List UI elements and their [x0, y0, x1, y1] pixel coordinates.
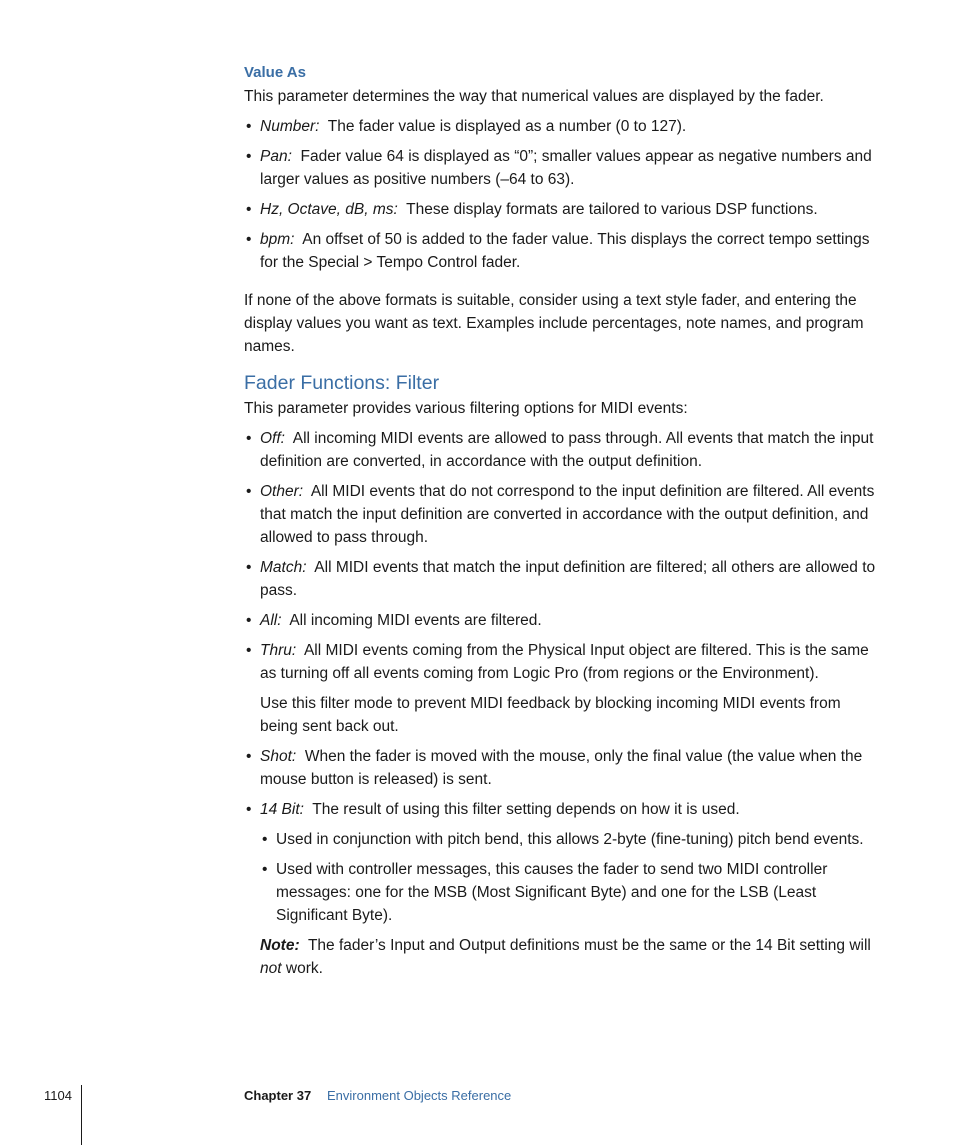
page-number: 1104: [44, 1088, 72, 1103]
note-text-end: work.: [285, 960, 323, 977]
item-text: An offset of 50 is added to the fader value. This displays the correct tempo settings for the Special > Tempo Control fader.: [260, 231, 870, 271]
item-term: Pan:: [260, 148, 292, 165]
list-item: [244, 228, 880, 274]
list-item: [244, 798, 880, 980]
note-paragraph: [260, 934, 880, 980]
thru-extra-paragraph: Use this filter mode to prevent MIDI feedback by blocking incoming MIDI events from being sent back out.: [260, 695, 841, 735]
item-text: The result of using this filter setting depends on how it is used.: [312, 801, 740, 818]
list-item: [244, 198, 880, 221]
item-text: All MIDI events coming from the Physical Input object are filtered. This is the same as turning off all events coming from Logic Pro (from regions or the Environment).: [260, 642, 869, 682]
note-emphasis: not: [260, 960, 282, 977]
item-term: Number:: [260, 118, 320, 135]
item-term: Thru:: [260, 642, 297, 659]
fader-functions-heading: Fader Functions: Filter: [244, 372, 440, 394]
note-label: Note:: [260, 937, 300, 954]
value-as-heading: Value As: [244, 64, 306, 81]
sub-list-item: • Used in conjunction with pitch bend, this allows 2-byte (fine-tuning) pitch bend events.: [260, 828, 880, 851]
footer-divider: [81, 1085, 82, 1145]
fader-functions-intro: This parameter provides various filtering options for MIDI events:: [244, 400, 688, 417]
item-term: 14 Bit:: [260, 801, 304, 818]
list-item: [244, 427, 880, 473]
filter-list: [244, 427, 880, 980]
item-text: All MIDI events that match the input definition are filtered; all others are allowed to pass.: [260, 559, 876, 599]
list-item: [244, 556, 880, 602]
item-term: Hz, Octave, dB, ms:: [260, 201, 398, 218]
sub-list-item: • Used with controller messages, this causes the fader to send two MIDI controller messages: one for the MSB (Most Significant Byte) and one for the LSB (Least Significant Byte).: [260, 858, 880, 927]
item-text: All incoming MIDI events are filtered.: [289, 612, 542, 629]
item-term: All:: [260, 612, 282, 629]
list-item: [244, 609, 880, 632]
list-item: [244, 639, 880, 738]
fourteen-bit-sublist: [260, 828, 880, 927]
value-as-list: [244, 115, 880, 274]
chapter-label: Chapter 37: [244, 1088, 312, 1103]
note-text: The fader’s Input and Output definitions must be the same or the 14 Bit setting will: [307, 937, 871, 954]
item-term: bpm:: [260, 231, 295, 248]
item-term: Other:: [260, 483, 304, 500]
value-as-outro: If none of the above formats is suitable, consider using a text style fader, and entering the display values you want as text. Examples include percentages, note names, and program names.: [244, 292, 864, 355]
item-text: All incoming MIDI events are allowed to pass through. All events that match the input definition are converted, in accordance with the output definition.: [260, 430, 874, 470]
item-text: When the fader is moved with the mouse, only the final value (the value when the mouse button is released) is sent.: [260, 748, 863, 788]
item-text: The fader value is displayed as a number (0 to 127).: [327, 118, 687, 135]
list-item: [244, 480, 880, 549]
item-term: Match:: [260, 559, 307, 576]
item-text: Fader value 64 is displayed as “0”; smaller values appear as negative numbers and larger values as positive numbers (–64 to 63).: [260, 148, 872, 188]
list-item: [244, 115, 880, 138]
item-text: All MIDI events that do not correspond to the input definition are filtered. All events that match the input definition are converted in accordance with the output definition, and allowed to pass through.: [260, 483, 875, 546]
value-as-intro: This parameter determines the way that numerical values are displayed by the fader.: [244, 88, 824, 105]
item-term: Off:: [260, 430, 285, 447]
list-item: [244, 745, 880, 791]
item-text: These display formats are tailored to various DSP functions.: [406, 201, 818, 218]
page-content: [244, 62, 880, 980]
chapter-title-link[interactable]: Environment Objects Reference: [327, 1088, 512, 1103]
item-term: Shot:: [260, 748, 297, 765]
list-item: [244, 145, 880, 191]
